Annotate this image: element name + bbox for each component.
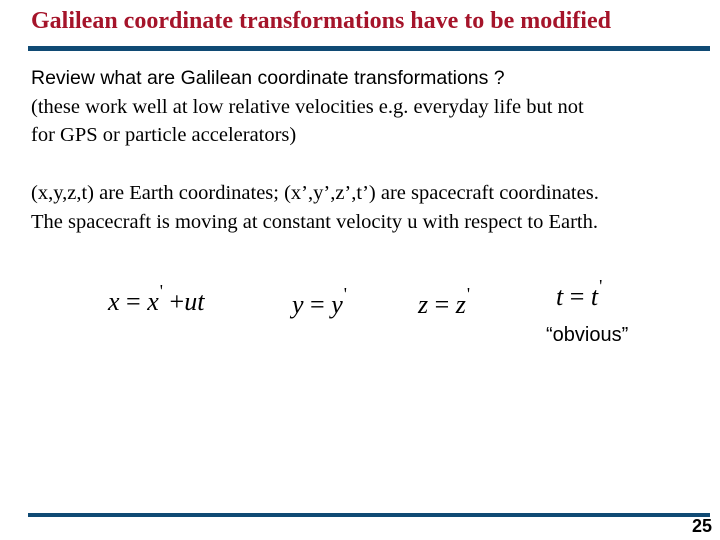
title-divider — [28, 46, 710, 51]
equation-z-equals: = — [434, 290, 450, 319]
coordinates-description-2: The spacecraft is moving at constant velocity u with respect to Earth. — [31, 211, 598, 233]
equation-z-rhs: z — [455, 290, 466, 319]
note-line-1: (these work well at low relative velocities e.g. everyday life but not — [31, 96, 584, 118]
equation-x — [108, 281, 205, 317]
equation-z-lhs: z — [418, 290, 429, 319]
equation-t-rhs: t — [590, 282, 599, 311]
equation-y-lhs: y — [292, 290, 304, 319]
note-line-2: for GPS or particle accelerators) — [31, 124, 297, 146]
equation-x-plus: + — [169, 287, 185, 316]
equation-x-velocity-term: ut — [184, 287, 205, 316]
equation-y-prime: ' — [343, 284, 348, 304]
equation-t-prime: ' — [599, 276, 603, 296]
equation-t-lhs: t — [556, 282, 564, 311]
equation-x-equals: = — [126, 287, 141, 316]
equation-x-lhs: x — [108, 287, 120, 316]
equation-z-prime: ' — [466, 284, 471, 304]
equation-t — [556, 276, 603, 312]
equation-y-equals: = — [310, 290, 325, 319]
equation-x-prime: ' — [159, 281, 164, 301]
equation-t-equals: = — [569, 282, 585, 311]
equation-z — [418, 284, 471, 320]
equation-y — [292, 284, 348, 320]
page-number: 25 — [691, 516, 712, 536]
obvious-label: “obvious” — [546, 324, 629, 346]
slide-title: Galilean coordinate transformations have to be modified — [31, 8, 611, 34]
footer-divider — [28, 513, 710, 517]
coordinates-description-1: (x,y,z,t) are Earth coordinates; (x’,y’,z’,t’) are spacecraft coordinates. — [31, 182, 599, 204]
review-question: Review what are Galilean coordinate transformations ? — [31, 67, 505, 89]
equation-x-rhs: x — [147, 287, 159, 316]
equation-y-rhs: y — [331, 290, 343, 319]
